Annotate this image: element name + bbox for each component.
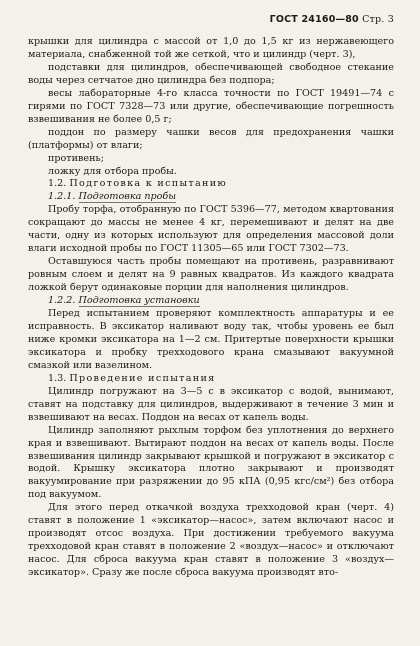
- paragraph: Оставшуюся часть пробы помещают на противень, разравнивают ровным слоем и делят на 9 равных квадратов. Из каждого квадрата ложкой берут одинаковые порции для наполнения цилиндров.: [28, 256, 394, 294]
- standard-number: ГОСТ 24160—80: [269, 14, 359, 25]
- page-number: 3: [387, 14, 394, 25]
- section-title: Проведение испытания: [69, 372, 216, 384]
- list-item: противень;: [48, 152, 104, 164]
- list-item: крышки для цилиндра с массой от 1,0 до 1,5 кг из нержавеющего материала, снабженной той же сеткой, что и цилиндр (черт. 3),: [28, 36, 394, 60]
- subsection-title: Подготовка установки: [78, 295, 200, 307]
- subsection-number: 1.2.1.: [48, 191, 76, 203]
- list-item: поддон по размеру чашки весов для предохранения чашки (платформы) от влаги;: [28, 126, 394, 151]
- list-item: подставки для цилиндров, обеспечивающей свободное стекание воды через сетчатое дно цилиндра без подпора;: [28, 61, 394, 86]
- paragraph: Цилиндр погружают на 3—5 с в эксикатор с водой, вынимают, ставят на подставку для цилиндров, выдерживают в течение 3 мин и взвешивают на весах. Поддон на весах от капель воды.: [28, 385, 394, 423]
- paragraph: Для этого перед откачкой воздуха трехходовой кран (черт. 4) ставят в положение 1 «эксикатор—насос», затем включают насос и производят отсос воздуха. При достижении требуемого вакуума трехходовой кран ставят в положение 2 «воздух—насос» и отключают насос. Для сброса вакуума кран ставят в положение 3 «воздух—эксикатор». Сразу же после сброса вакуума производят вто-: [28, 502, 394, 579]
- paragraph: Перед испытанием проверяют комплектность аппаратуры и ее исправность. В эксикатор наливают воду так, чтобы уровень ее был ниже кромки эксикатора на 1—2 см. Притертые поверхности крышки эксикатора и пробку трехходового крана смазывают вакуумной смазкой или вазелином.: [28, 308, 394, 371]
- subsection-title: Подготовка пробы: [78, 191, 177, 203]
- subsection-number: 1.2.2.: [48, 295, 76, 307]
- section-heading-1-3: [28, 373, 394, 386]
- document-body: [28, 36, 394, 580]
- list-item: весы лабораторные 4-го класса точности по ГОСТ 19491—74 с гирями по ГОСТ 7328—73 или другие, обеспечивающие погрешность взвешивания не более 0,5 г;: [28, 87, 394, 125]
- section-title: Подготовка к испытанию: [69, 178, 228, 190]
- paragraph: Цилиндр заполняют рыхлым торфом без уплотнения до верхнего края и взвешивают. Вытирают поддон на весах от капель воды. После взвешивания цилиндр закрывают крышкой и погружают в эксикатор с водой. Крышку эксикатора плотно закрывают и производят вакуумирование при разряжении до 95 кПА (0,95 кгс/см²) без отбора под вакуумом.: [28, 424, 394, 501]
- section-number: 1.2.: [48, 178, 67, 190]
- page-header: [28, 14, 394, 36]
- section-heading-1-2: [28, 178, 394, 191]
- subsection-heading-1-2-2: [28, 295, 394, 308]
- paragraph: Пробу торфа, отобранную по ГОСТ 5396—77, методом квартования сокращают до массы не менее 4 кг, перемешивают и делят на две части, одну из которых используют для определения массовой доли влаги исходной пробы по ГОСТ 11305—65 или ГОСТ 7302—73.: [28, 204, 394, 255]
- list-item: ложку для отбора пробы.: [48, 165, 177, 177]
- section-number: 1.3.: [48, 372, 67, 384]
- page-label: Стр.: [362, 14, 385, 25]
- subsection-heading-1-2-1: [28, 191, 394, 204]
